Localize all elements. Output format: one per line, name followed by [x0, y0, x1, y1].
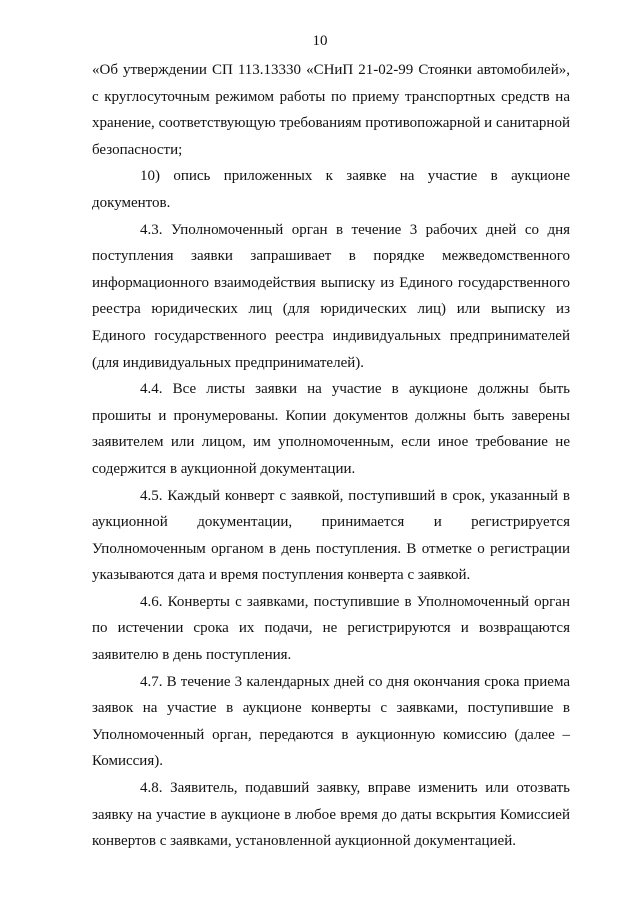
page-number: 10: [312, 33, 328, 49]
paragraph-continuation: «Об утверждении СП 113.13330 «СНиП 21-02-99 Стоянки автомобилей», с круглосуточным режимом работы по приему транспортных средств на хранение, соответствующую требованиям противопожарной и санитарной безопасности;: [92, 62, 570, 158]
document-body: [92, 57, 570, 855]
paragraph-4-4: 4.4. Все листы заявки на участие в аукционе должны быть прошиты и пронумерованы. Копии документов должны быть заверены заявителем или лицом, им уполномоченным, если иное требование не содержится в аукционной документации.: [92, 381, 570, 477]
paragraph-item-10: 10) опись приложенных к заявке на участие в аукционе документов.: [92, 168, 570, 211]
paragraph-4-3: 4.3. Уполномоченный орган в течение 3 рабочих дней со дня поступления заявки запрашивает в порядке межведомственного информационного взаимодействия выписку из Единого государственного реестра юридических лиц (для юридических лиц) или выписку из Единого государственного реестра индивидуальных предпринимателей (для индивидуальных предпринимателей).: [92, 221, 570, 371]
paragraph-4-8: 4.8. Заявитель, подавший заявку, вправе изменить или отозвать заявку на участие в аукционе в любое время до даты вскрытия Комиссией конвертов с заявками, установленной аукционной документацией.: [92, 780, 570, 850]
paragraph-4-6: 4.6. Конверты с заявками, поступившие в Уполномоченный орган по истечении срока их подачи, не регистрируются и возвращаются заявителю в день поступления.: [92, 593, 570, 664]
paragraph-4-5: 4.5. Каждый конверт с заявкой, поступивший в срок, указанный в аукционной документации, принимается и регистрируется Уполномоченным органом в день поступления. В отметке о регистрации указываются дата и время поступления конверта с заявкой.: [92, 487, 570, 584]
paragraph-4-7: 4.7. В течение 3 календарных дней со дня окончания срока приема заявок на участие в аукционе конверты с заявками, поступившие в Уполномоченный орган, передаются в аукционную комиссию (далее – Комиссия).: [92, 673, 570, 770]
